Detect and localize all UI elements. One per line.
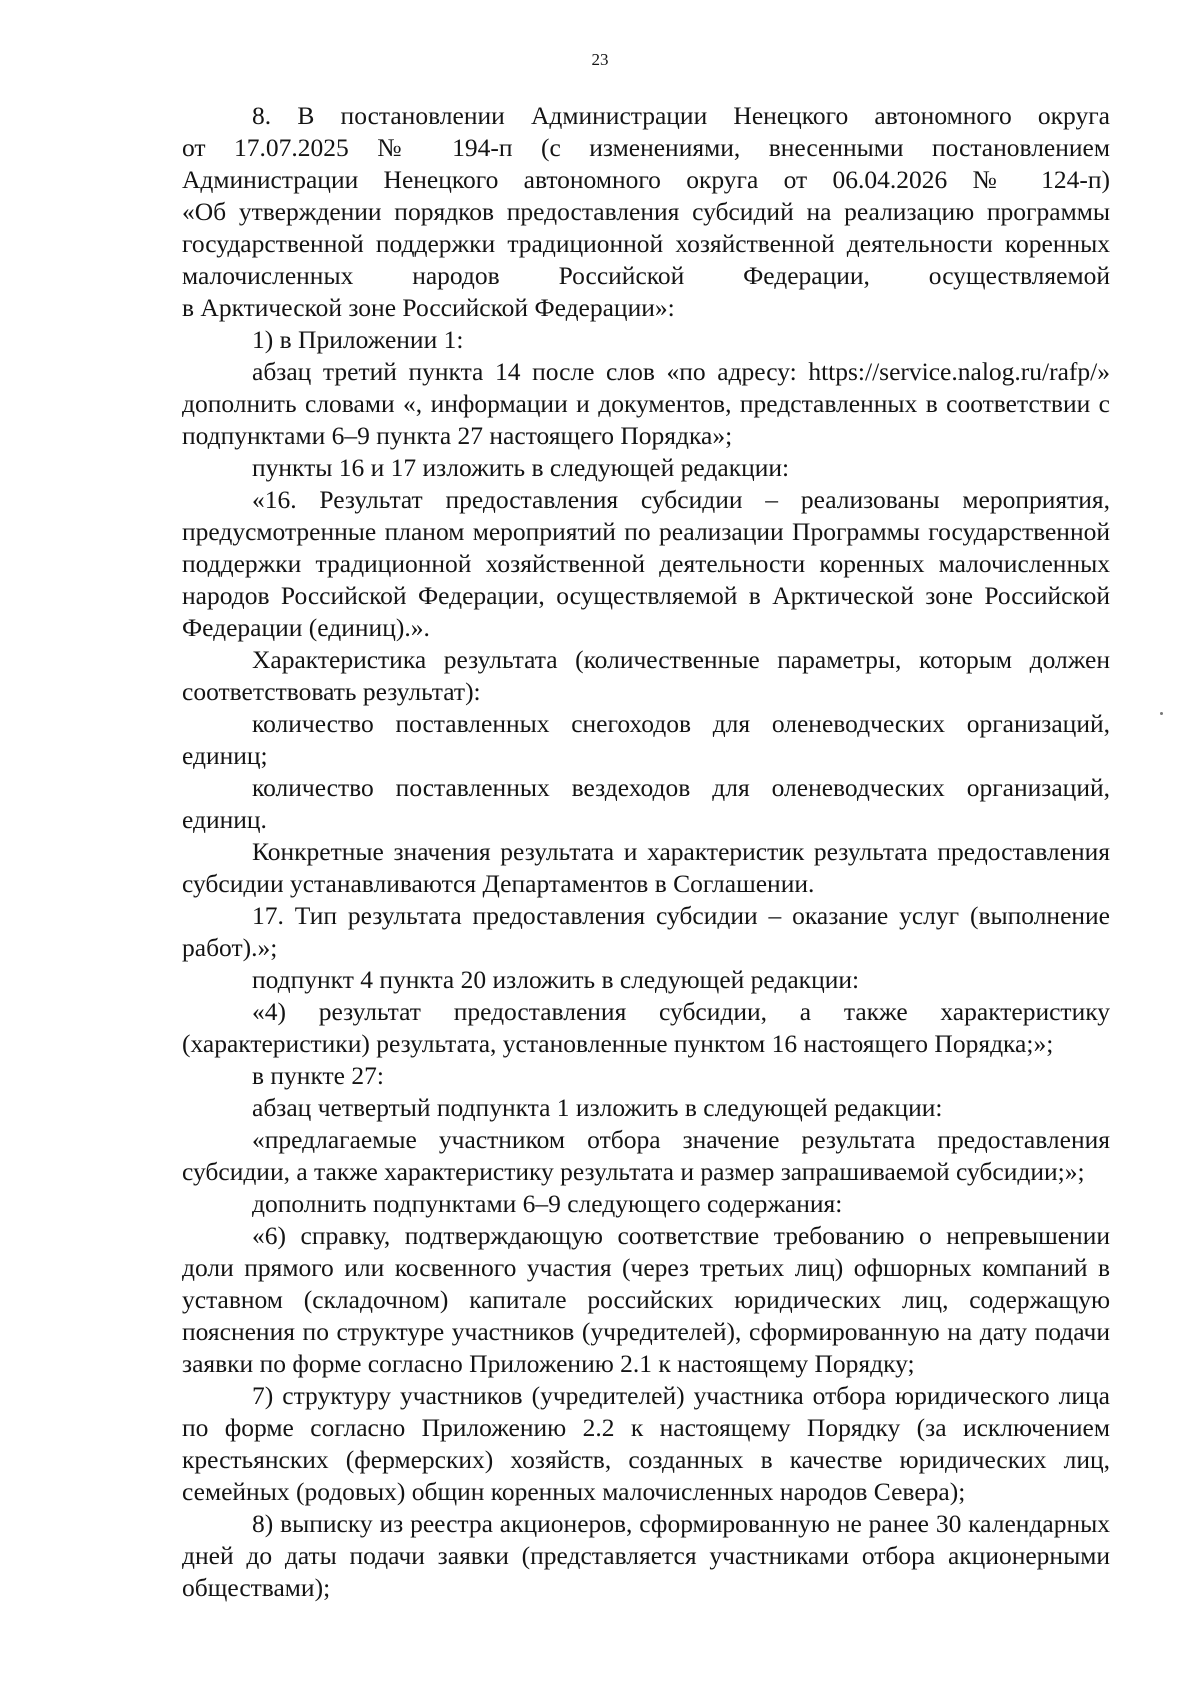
amendment-heading: [182, 100, 1110, 324]
document-body: [182, 100, 1110, 1604]
paragraph-item-27-subitem-1: абзац четвертый подпункта 1 изложить в следующей редакции:: [252, 1093, 943, 1122]
paragraph-item-20-subitem-4: «4) результат предоставления субсидии, а также характеристику (характеристики) результата, установленные пунктом 16 настоящего Порядка;»;: [182, 997, 1110, 1058]
paragraph-item-27: в пункте 27:: [252, 1061, 384, 1090]
paragraph-proposed-value: «предлагаемые участником отбора значение результата предоставления субсидии, а также характеристику результата и размер запрашиваемой субсидии;»;: [182, 1125, 1110, 1186]
heading-line: малочисленных народов Российской Федерации, осуществляемой: [182, 261, 1110, 290]
heading-line: 8. В постановлении Администрации Ненецкого автономного округа: [252, 101, 1110, 130]
paragraph-subitem-8: 8) выписку из реестра акционеров, сформированную не ранее 30 календарных дней до даты подачи заявки (представляется участниками отбора акционерными обществами);: [182, 1509, 1110, 1602]
paragraph-all-terrain-vehicles: количество поставленных вездеходов для оленеводческих организаций, единиц.: [182, 773, 1110, 834]
paragraph-subitem-7: 7) структуру участников (учредителей) участника отбора юридического лица по форме согласно Приложению 2.2 к настоящему Порядку (за исключением крестьянских (фермерских) хозяйств, созданных в качестве юридических лиц, семейных (родовых) общин коренных малочисленных народов Севера);: [182, 1381, 1110, 1506]
paragraph-result-characteristic: Характеристика результата (количественные параметры, которым должен соответствовать результат):: [182, 645, 1110, 706]
page-number: 23: [591, 50, 609, 69]
paragraph-items-16-17: пункты 16 и 17 изложить в следующей редакции:: [252, 453, 790, 482]
heading-line: в Арктической зоне Российской Федерации»:: [182, 293, 675, 322]
heading-line: «Об утверждении порядков предоставления субсидий на реализацию программы: [182, 197, 1110, 226]
paragraph-item-20: подпункт 4 пункта 20 изложить в следующей редакции:: [252, 965, 860, 994]
paragraph-snowmobiles: количество поставленных снегоходов для оленеводческих организаций, единиц;: [182, 709, 1110, 770]
paragraph-item-17-text: 17. Тип результата предоставления субсидии – оказание услуг (выполнение работ).»;: [182, 901, 1110, 962]
paragraph-item-14: абзац третий пункта 14 после слов «по адресу: https://service.nalog.ru/rafp/» дополнить словами «, информации и документов, представленных в соответствии с подпунктами 6–9 пункта 27 настоящего Порядка»;: [182, 357, 1110, 450]
paragraph-item-16-text: «16. Результат предоставления субсидии – реализованы мероприятия, предусмотренные планом мероприятий по реализации Программы государственной поддержки традиционной хозяйственной деятельности коренных малочисленных народов Российской Федерации, осуществляемой в Арктической зоне Российской Федерации (единиц).».: [182, 485, 1110, 642]
heading-line: от 17.07.2025 № 194-п (с изменениями, внесенными постановлением: [182, 133, 1110, 162]
paragraph-appendix-1: 1) в Приложении 1:: [252, 325, 464, 354]
heading-line: Администрации Ненецкого автономного округа от 06.04.2026 № 124-п): [182, 165, 1110, 194]
scan-speck: [1160, 712, 1163, 715]
paragraph-specific-values: Конкретные значения результата и характеристик результата предоставления субсидии устанавливаются Департаментов в Соглашении.: [182, 837, 1110, 898]
paragraph-add-subitems: дополнить подпунктами 6–9 следующего содержания:: [252, 1189, 843, 1218]
heading-line: государственной поддержки традиционной хозяйственной деятельности коренных: [182, 229, 1110, 258]
paragraph-subitem-6: «6) справку, подтверждающую соответствие требованию о непревышении доли прямого или косвенного участия (через третьих лиц) офшорных компаний в уставном (складочном) капитале российских юридических лиц, содержащую пояснения по структуре участников (учредителей), сформированную на дату подачи заявки по форме согласно Приложению 2.1 к настоящему Порядку;: [182, 1221, 1110, 1378]
